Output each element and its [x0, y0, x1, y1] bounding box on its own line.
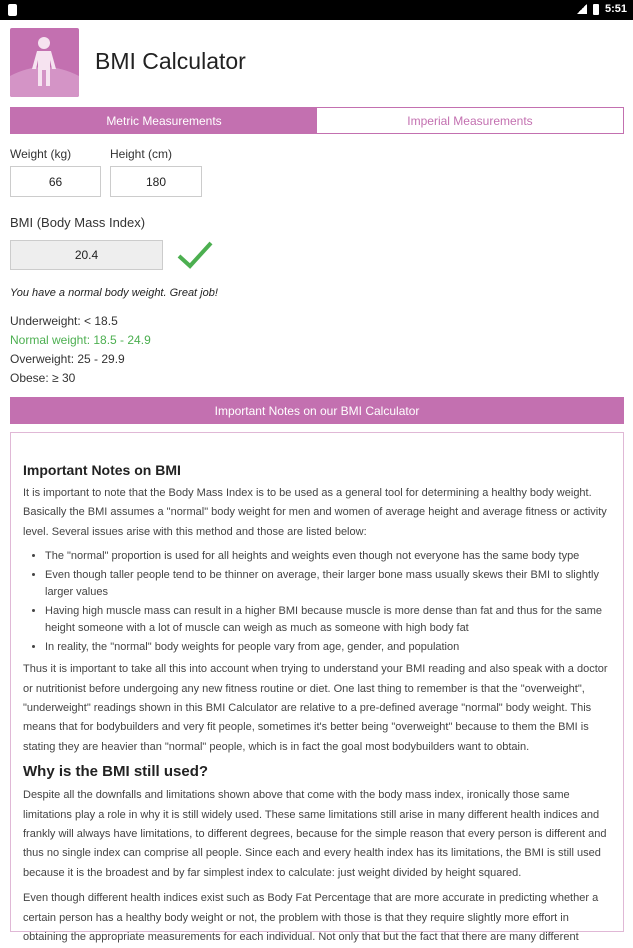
range-obese: Obese: ≥ 30: [10, 371, 76, 385]
range-normal: Normal weight: 18.5 - 24.9: [10, 333, 151, 347]
height-input[interactable]: 180: [110, 166, 202, 197]
notes-heading: Why is the BMI still used?: [23, 763, 209, 781]
range-underweight: Underweight: < 18.5: [10, 314, 118, 328]
notes-list: [45, 548, 611, 656]
height-label: Height (cm): [110, 147, 173, 161]
range-overweight: Overweight: 25 - 29.9: [10, 352, 125, 366]
app-title: BMI Calculator: [95, 48, 246, 74]
unit-tabs: [10, 107, 624, 134]
bmi-value: 20.4: [10, 240, 163, 270]
signal-icon: [577, 4, 587, 14]
list-item: • In reality, the "normal" body weights for people vary from age, gender, and population: [45, 639, 611, 656]
list-item: • The "normal" proportion is used for all heights and weights even though not everyone has the same body type: [45, 548, 611, 565]
status-bar: [0, 0, 633, 20]
tab-metric[interactable]: Metric Measurements: [11, 108, 317, 133]
tab-imperial[interactable]: Imperial Measurements: [317, 108, 623, 133]
notes-paragraph: Thus it is important to take all this into account when trying to understand your BMI reading and also speak with a doctor or nutritionist before undergoing any new fitness routine or diet. One last thing to remember is that the "overweight", "underweight" readings shown in this BMI Calculator are relative to a pre-defined average "normal" body weight. This means that for bodybuilders and very fit people, sometimes it's better being "overweight" because to them the BMI is stating they are heavier than "normal" people, which is in fact the goal most bodybuilders want to obtain.: [23, 663, 608, 753]
list-item: • Even though taller people tend to be thinner on average, their larger bone mass usually skews their BMI to slightly larger values: [45, 567, 611, 601]
notes-paragraph: It is important to note that the Body Mass Index is to be used as a general tool for determining a healthy body weight. Basically the BMI assumes a "normal" body weight for men and women of average height and average fitness or activity level. Several issues arise with this method and those are listed below:: [23, 487, 607, 538]
checkmark-icon: [177, 240, 213, 270]
list-item: • Having high muscle mass can result in a higher BMI because muscle is more dense than fat and thus for the same height someone with a lot of muscle can weigh as much as someone with high body fat: [45, 603, 611, 637]
weight-label: Weight (kg): [10, 147, 72, 161]
notes-paragraph: Despite all the downfalls and limitations shown above that come with the body mass index, ironically those same limitations play a role in why it is still widely used. These same limitations still arise in many different health indices and frankly will always have limitations, to different degrees, because for the simple reason that every person is different and thus no single index can comprise all people. Since each and every health index has its limitations, the BMI is still used because it is the broadest and by far simplest index to calculate: just weight divided by height squared.: [23, 789, 607, 879]
weight-input[interactable]: 66: [10, 166, 101, 197]
notes-content: [10, 432, 624, 944]
sd-card-icon: [8, 4, 17, 16]
notes-header[interactable]: Important Notes on our BMI Calculator: [10, 397, 624, 424]
person-icon: [10, 28, 79, 97]
battery-icon: [593, 4, 599, 15]
app-logo: [10, 28, 79, 97]
notes-paragraph: Even though different health indices exist such as Body Fat Percentage that are more accurate in predicting whether a certain person has a healthy body weight or not, the problem with those is that they require slightly more effort in obtaining the appropriate measurements for each individual. Not only that but the fact that there are many different: [23, 892, 599, 944]
notes-heading: Important Notes on BMI: [23, 462, 181, 478]
result-message: You have a normal body weight. Great job!: [10, 287, 218, 299]
bmi-label: BMI (Body Mass Index): [10, 215, 146, 230]
clock: 5:51: [604, 3, 627, 15]
